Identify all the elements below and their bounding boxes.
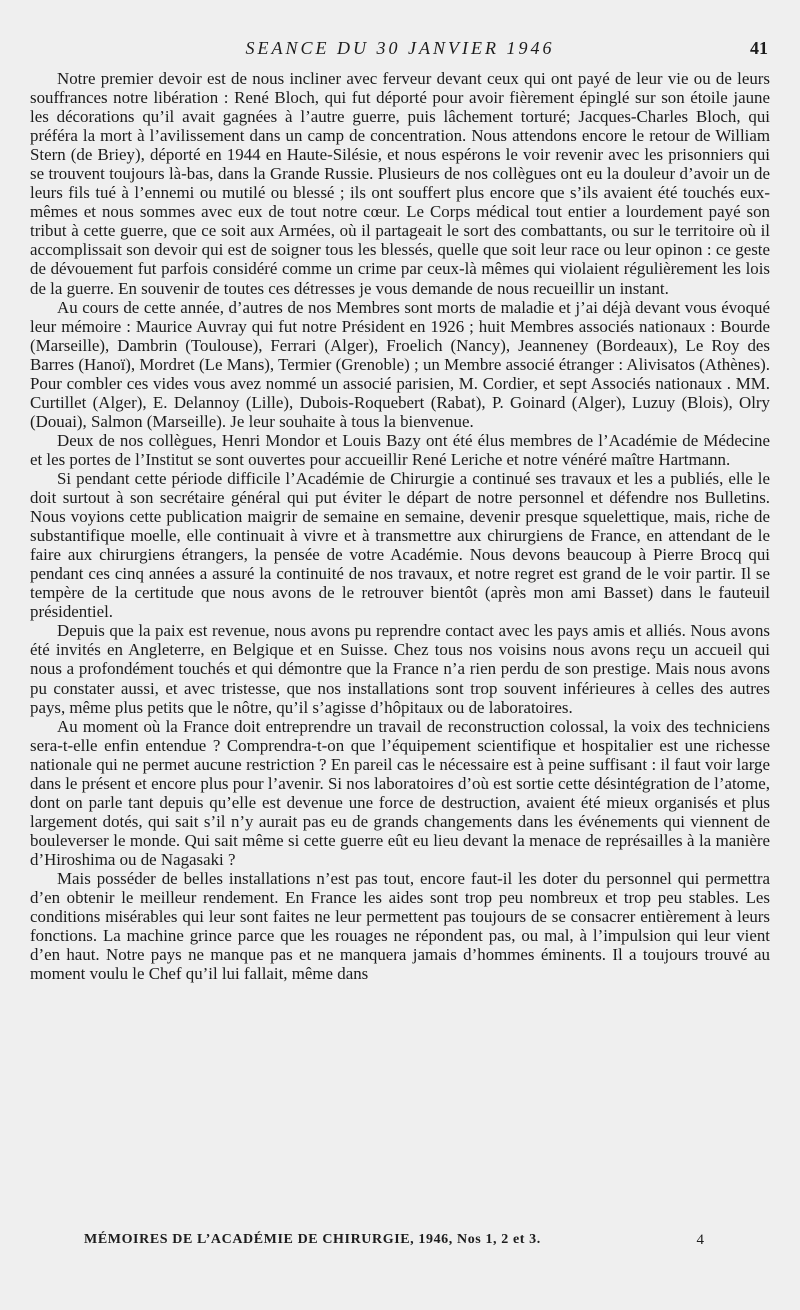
paragraph: Deux de nos collègues, Henri Mondor et Louis Bazy ont été élus membres de l’Académie de Médecine et les portes de l’Institut se sont ouvertes pour accueillir René Leriche et notre vénéré maître Hartmann.: [30, 430, 770, 469]
paragraph: Au cours de cette année, d’autres de nos Membres sont morts de maladie et j’ai déjà devant vous évoqué leur mémoire : Maurice Auvray qui fut notre Président en 1926 ; huit Membres associés nationaux : Bourde (Marseille), Dambrin (Toulouse), Ferrari (Alger), Froelich (Nancy), Jeanneney (Bordeaux), Le Roy des Barres (Hanoï), Mordret (Le Mans), Termier (Grenoble) ; un Membre associé étranger : Alivisatos (Athènes). Pour combler ces vides vous avez nommé un associé parisien, M. Cordier, et sept Associés nationaux . MM. Curtillet (Alger), E. Delannoy (Lille), Dubois-Roquebert (Rabat), P. Goinard (Alger), Luzuy (Blois), Olry (Douai), Salmon (Marseille). Je leur souhaite à tous la bienvenue.: [30, 297, 770, 431]
running-head: [30, 38, 770, 62]
paragraph: Mais posséder de belles installations n’est pas tout, encore faut-il les doter du personnel qui permettra d’en obtenir le meilleur rendement. En France les aides sont trop peu nombreux et trop peu stables. Les conditions misérables qui leur sont faites ne leur permettent pas toujours de se consacrer entièrement à leurs fonctions. La machine grince parce que les rouages ne répondent pas, ou mal, à l’impulsion qui leur vient d’en haut. Notre pays ne manque pas et ne manquera jamais d’hommes éminents. Il a toujours trouvé au moment voulu le Chef qu’il lui fallait, même dans: [30, 868, 770, 984]
paragraph: Depuis que la paix est revenue, nous avons pu reprendre contact avec les pays amis et alliés. Nous avons été invités en Angleterre, en Belgique et en Suisse. Chez tous nos voisins nous avons reçu un accueil qui nous a profondément touchés et qui démontre que la France n’a rien perdu de son prestige. Mais nous avons pu constater aussi, et avec tristesse, que nos installations sont trop souvent inférieures à celles des autres pays, même plus petits que le nôtre, qu’il s’agisse d’hôpitaux ou de laboratoires.: [30, 621, 770, 717]
page-number: 41: [750, 38, 768, 58]
running-title: SEANCE DU 30 JANVIER 1946: [245, 38, 555, 58]
footer-citation: MÉMOIRES DE L’ACADÉMIE DE CHIRURGIE, 1946, Nos 1, 2 et 3.: [84, 1232, 541, 1247]
signature-mark: 4: [696, 1232, 704, 1248]
body-text: [30, 69, 770, 983]
paragraph: Notre premier devoir est de nous incliner avec ferveur devant ceux qui ont payé de leur vie ou de leurs souffrances notre libération : René Bloch, qui fut déporté pour avoir fièrement épinglé sur son étoile jaune les décorations qu’il avait gagnées à l’autre guerre, puis lâchement torturé; Jacques-Charles Bloch, qui préféra la mort à l’avilissement dans un camp de concentration. Nous attendons encore le retour de William Stern (de Briey), déporté en 1944 en Haute-Silésie, et nous espérons le voir revenir avec les prisonniers qui se trouvent toujours là-bas, dans la Grande Russie. Plusieurs de nos collègues ont eu la douleur d’avoir un de leurs fils tué à l’ennemi ou mutilé ou blessé ; ils ont souffert plus encore que s’ils avaient été touchés eux-mêmes et nous sommes avec eux de tout notre cœur. Le Corps médical tout entier a lourdement payé son tribut à cette guerre, que ce soit aux Armées, où il partageait le sort des combattants, ou sur le territoire où il accomplissait son devoir qui est de soigner tous les blessés, quelle que soit leur race ou leur opinon : ce geste de dévouement fut parfois considéré comme un crime par ceux-là mêmes qui violaient régulièrement les lois de la guerre. En souvenir de toutes ces détresses je vous demande de nous recueillir un instant.: [30, 69, 770, 298]
page-footer: [30, 1232, 770, 1252]
paragraph: Au moment où la France doit entreprendre un travail de reconstruction colossal, la voix des techniciens sera-t-elle enfin entendue ? Comprendra-t-on que l’équipement scientifique et hospitalier est une richesse nationale qui ne permet aucune restriction ? En pareil cas le nécessaire est à peine suffisant : il faut voir large dans le présent et encore plus pour l’avenir. Si nos laboratoires d’où est sortie cette désintégration de l’atome, dont on parle tant depuis qu’elle est devenue une force de destruction, avaient été mieux organisés et plus largement dotés, qui sait s’il n’y aurait pas eu de grands changements dans les événements qui viennent de bouleverser le monde. Qui sait même si cette guerre eût eu lieu devant la menace de représailles à la manière d’Hiroshima ou de Nagasaki ?: [30, 716, 770, 869]
paragraph: Si pendant cette période difficile l’Académie de Chirurgie a continué ses travaux et les a publiés, elle le doit surtout à son secrétaire général qui put éviter le départ de notre personnel et défendre nos Bulletins. Nous voyions cette publication maigrir de semaine en semaine, devenir presque squelettique, mais, riche de substantifique moelle, elle continuait à vivre et à transmettre aux chirurgiens de France, en attendant de le faire aux chirurgiens étrangers, la pensée de votre Académie. Nous devons beaucoup à Pierre Brocq qui pendant ces cinq années a assuré la continuité de nos travaux, et notre regret est grand de le voir partir. Il se tempère de la certitude que nous avons de le retrouver bientôt (après mon ami Basset) dans le fauteuil présidentiel.: [30, 468, 770, 622]
